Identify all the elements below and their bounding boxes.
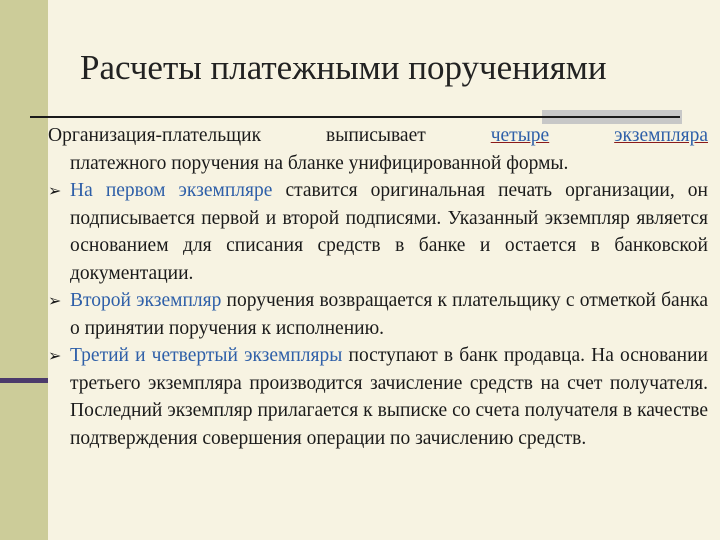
bullet-text: поручения возвращается к плательщику с отметкой банка о принятии поручения к исполнению. [70,290,708,339]
intro-paragraph [48,122,708,177]
intro-first-line [48,122,708,150]
list-item [48,287,708,342]
intro-rest: платежного поручения на бланке унифицированной формы. [70,152,569,174]
slide-body [48,122,708,452]
arrow-bullet-icon: ➢ [48,346,62,365]
arrow-bullet-icon: ➢ [48,181,62,200]
bullet-text: ставится оригинальная печать организации, он подписывается первой и второй подписями. Указанный экземпляр является основанием для списания средств в банке и остается в банковской документации. [70,180,708,284]
left-decorative-bar [0,0,48,540]
left-accent-stripe [0,378,48,383]
slide-title: Расчеты платежными поручениями [80,48,607,87]
intro-link-copies[interactable]: экземпляра [614,125,708,146]
bullet-highlight: Второй экземпляр [70,290,222,311]
intro-lead: Организация-плательщик [48,125,262,146]
bullet-highlight: На первом экземпляре [70,180,273,201]
arrow-bullet-icon: ➢ [48,291,62,310]
bullet-highlight: Третий и четвертый экземпляры [70,345,343,366]
bullet-text: поступают в банк продавца. На основании третьего экземпляра производится зачисление средств на счет получателя. Последний экземпляр прилагается к выписке со счета получателя в качестве подтверждения совершения операции по зачислению средств. [70,345,708,449]
list-item [48,177,708,287]
title-rule [30,116,680,118]
intro-verb: выписывает [326,125,426,146]
list-item [48,342,708,452]
intro-link-four[interactable]: четыре [490,125,550,146]
